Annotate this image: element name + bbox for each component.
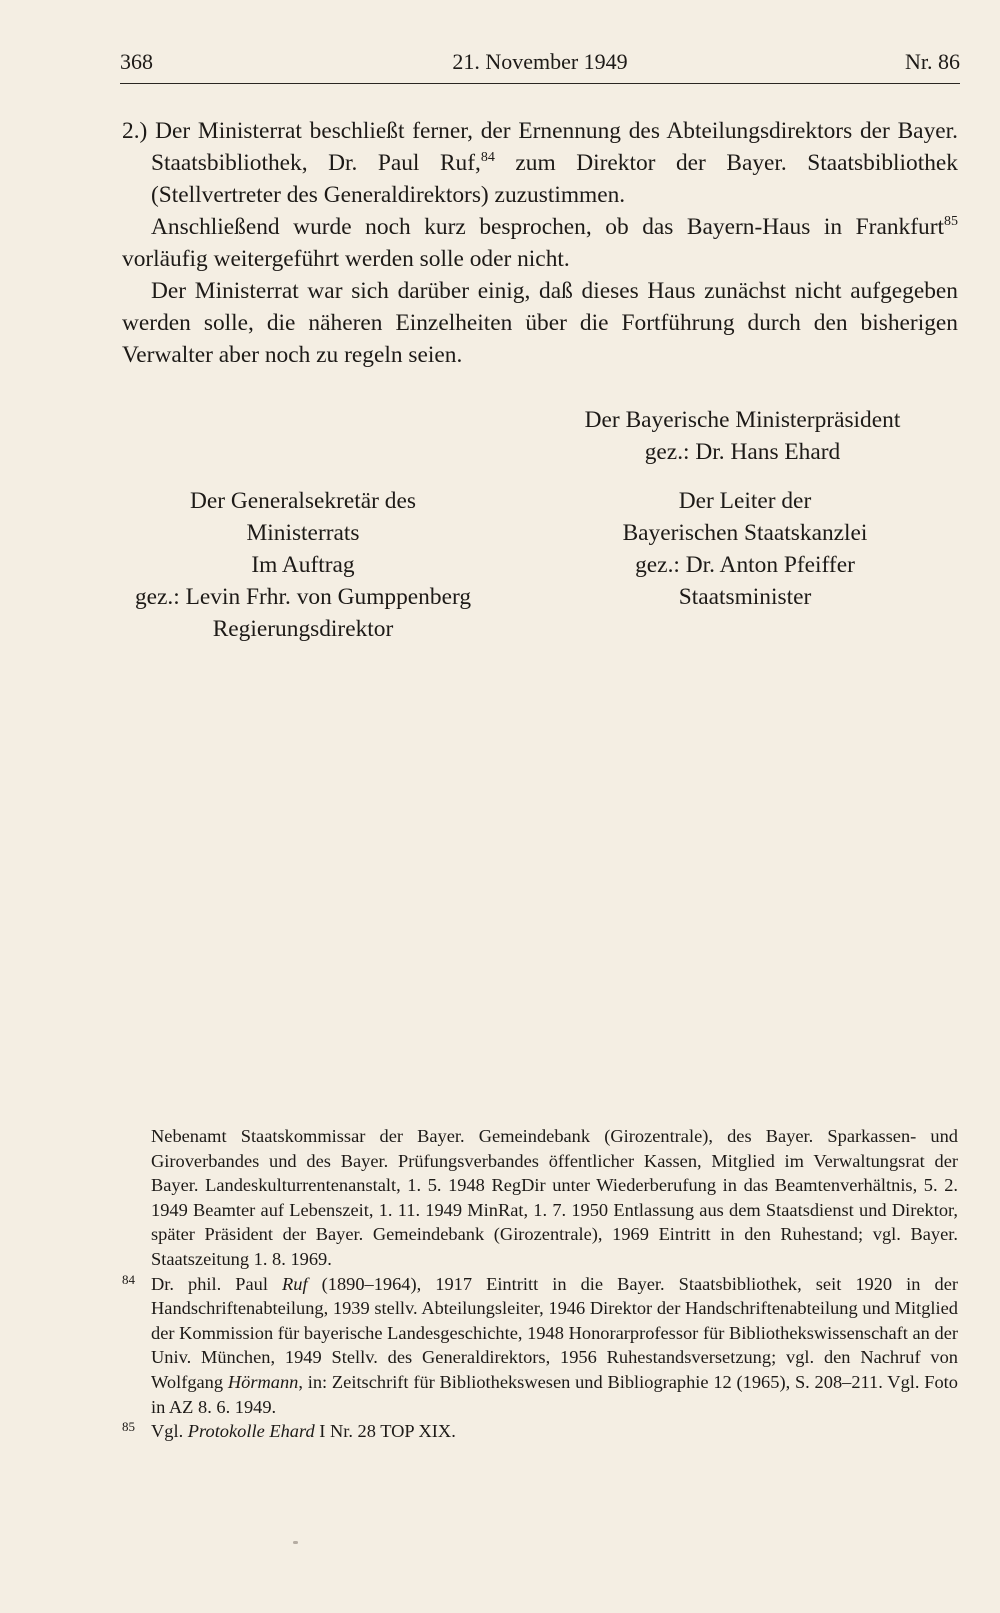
signature-line: Bayerischen Staatskanzlei — [622, 520, 868, 546]
footnote-text: I Nr. 28 TOP XIX. — [314, 1421, 456, 1442]
signature-staatskanzlei — [560, 485, 930, 613]
paragraph-decision: Der Ministerrat war sich darüber einig, daß dieses Haus zunächst nicht aufgegeben werden solle, die näheren Einzelheiten über die Fortführung durch den bisherigen Verwalter aber noch zu regeln seien. — [122, 278, 958, 368]
footnote-text: , in: Zeitschrift für Bibliothekswesen und Bibliographie 12 (1965), S. 208–211. Vgl. Foto in AZ 8. 6. 1949. — [151, 1371, 958, 1417]
running-header — [120, 49, 960, 84]
footnote-person-name: Ruf — [282, 1273, 308, 1294]
footnote-text: Vgl. — [151, 1421, 188, 1442]
footnote-ref-85[interactable]: 85 — [944, 214, 958, 229]
ink-speck — [293, 1541, 298, 1544]
footnote-text: Dr. phil. Paul — [151, 1273, 283, 1294]
paragraph-2 — [122, 115, 958, 211]
signature-rank: Regierungsdirektor — [212, 616, 394, 642]
footnotes — [122, 1124, 958, 1444]
main-text — [122, 115, 958, 371]
document-number: Nr. 86 — [905, 49, 960, 74]
header-date: 21. November 1949 — [452, 49, 628, 74]
footnote-author-name: Hörmann — [227, 1371, 299, 1392]
paragraph-bayern-haus — [122, 211, 958, 275]
footnote-text: (1890–1964), 1917 Eintritt in die Bayer. Staatsbibliothek, seit 1920 in der Handschriftenabteilung, 1939 stellv. Abteilungsleiter, 1946 Direktor der Handschriftenabteilung und Mitglied der Kommission für bayerische Landesgeschichte, 1948 Honorarprofessor für Bibliothekswissenschaft an der Univ. München, 1949 Stellv. des Generaldirektors, 1956 Ruhestandsversetzung; vgl. den Nachruf von Wolfgang — [151, 1273, 959, 1392]
paragraph-bayern-haus-text: Anschließend wurde noch kurz besprochen, ob das Bayern-Haus in Frankfurt — [151, 214, 944, 240]
footnote-84 — [122, 1272, 958, 1420]
signature-signed: gez.: Dr. Hans Ehard — [644, 439, 841, 465]
footnote-mark: 85 — [122, 1419, 135, 1435]
paragraph-2-text: 2.) Der Ministerrat beschließt ferner, der Ernennung des Abteilungsdirektors der Bayer. Staatsbibliothek, Dr. Paul Ruf, — [122, 118, 958, 176]
signature-signed: gez.: Dr. Anton Pfeiffer — [635, 552, 855, 578]
footnote-ref-84[interactable]: 84 — [480, 150, 495, 165]
signature-title: Der Bayerische Ministerpräsident — [584, 407, 901, 433]
footnote-mark: 84 — [122, 1271, 135, 1287]
page-number: 368 — [120, 49, 153, 74]
footnote-source-title: Protokolle Ehard — [187, 1421, 315, 1442]
signature-rank: Staatsminister — [678, 584, 812, 610]
footnote-85 — [122, 1419, 958, 1444]
signature-generalsekretaer — [118, 485, 488, 645]
signature-ministerpraesident — [530, 404, 955, 468]
signature-line: Im Auftrag — [251, 552, 355, 578]
paragraph-2-text-rest: zum Direktor der Bayer. Staatsbibliothek (Stellvertreter des Generaldirektors) zuzustimmen. — [151, 150, 958, 208]
footnote-continuation: Nebenamt Staatskommissar der Bayer. Gemeindebank (Girozentrale), des Bayer. Sparkassen- und Giroverbandes und des Bayer. Prüfungsverbandes öffentlicher Kassen, Mitglied im Verwaltungsrat der Bayer. Landeskulturrentenanstalt, 1. 5. 1948 RegDir unter Wiederberufung in das Beamtenverhältnis, 5. 2. 1949 Beamter auf Lebenszeit, 1. 11. 1949 MinRat, 1. 7. 1950 Entlassung aus dem Staatsdienst und Direktor, später Präsident der Bayer. Gemeindebank (Girozentrale), 1969 Eintritt in den Ruhestand; vgl. Bayer. Staatszeitung 1. 8. 1969. — [151, 1126, 958, 1269]
signature-signed: gez.: Levin Frhr. von Gumppenberg — [134, 584, 472, 610]
signature-line: Der Generalsekretär des — [190, 488, 416, 514]
paragraph-bayern-haus-text-rest: vorläufig weitergeführt werden solle oder nicht. — [122, 246, 570, 272]
signature-line: Der Leiter der — [678, 488, 812, 514]
signature-line: Ministerrats — [246, 520, 360, 546]
